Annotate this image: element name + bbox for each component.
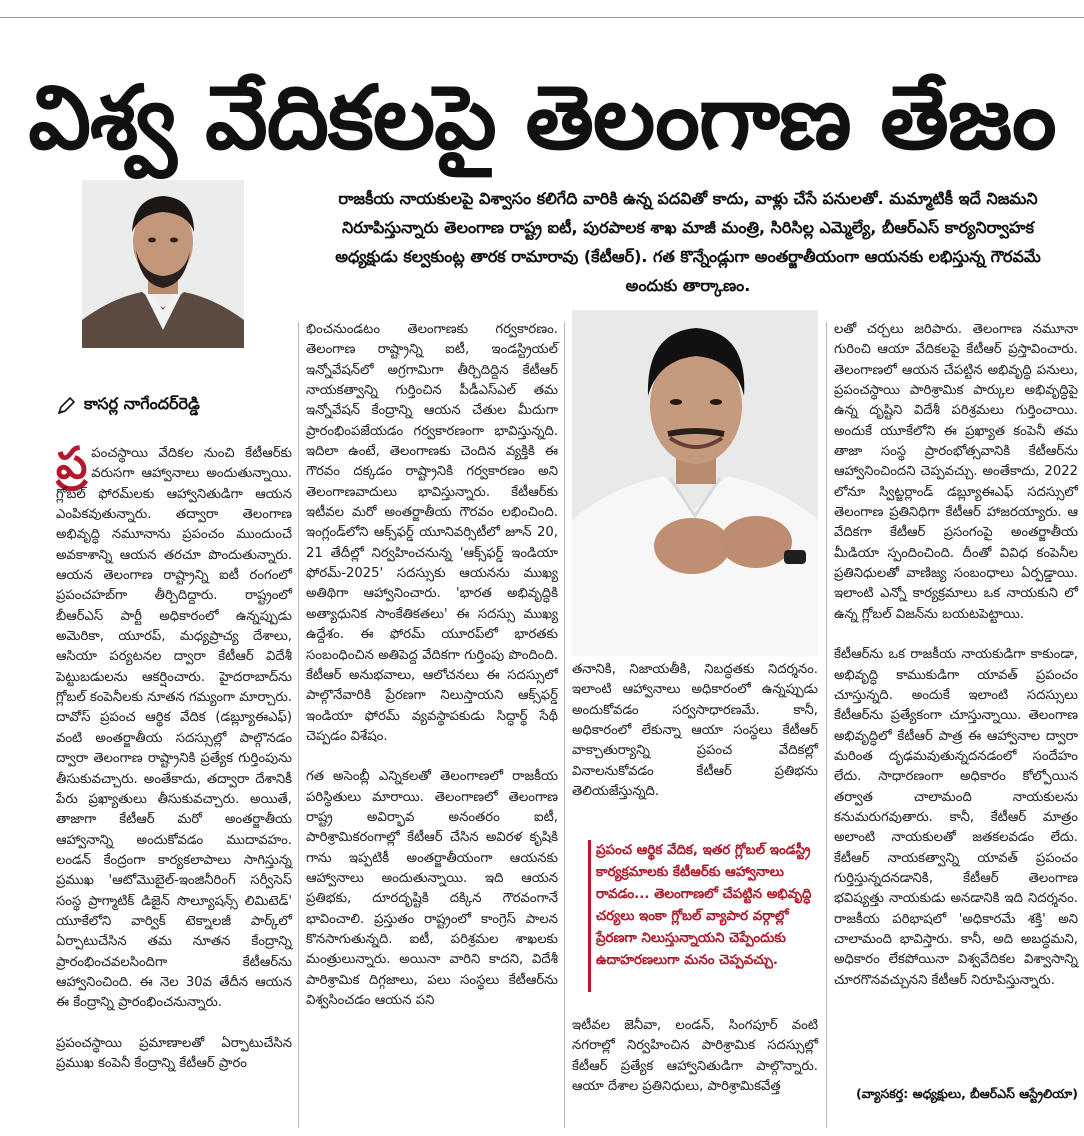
page-footer-strip — [0, 1126, 1084, 1136]
pull-quote-bar — [588, 840, 591, 992]
column-1-paragraph-1 — [56, 438, 292, 1014]
intro-paragraph-block — [316, 184, 1060, 300]
pen-icon — [56, 396, 76, 416]
column-2-paragraph-2: గత అసెంబ్లీ ఎన్నికలతో తెలంగాణలో రాజకీయ పరిస్థితులు మారాయి. తెలంగాణలో తెలంగాణ రాష్ట్ర అవిర్భావ అనంతరం ఐటీ, పారిశ్రామికరంగాల్లో కేటీఆర్ చేసిన అవిరళ కృషికి గాను ఇప్పటికీ అంతర్జాతీయంగా ఆయనకు ఆహ్వానాలు అందుతున్నాయి. ఇది ఆయన ప్రతిభకు, దూరదృష్టికి దక్కిన గౌరవంగానే భావించాలి. ప్రస్తుతం రాష్ట్రంలో కాంగ్రెస్ పాలన కొనసాగుతున్నది. ఐటీ, పరిశ్రమల శాఖలకు మంత్రులున్నారు. అయినా వారిని కాదని, విదేశీ పారిశ్రామిక దిగ్గజాలు, పలు సంస్థలు కేటీఆర్‌ను విశ్వసించడం ఆయన పని — [306, 769, 558, 1008]
article-column-3-lower — [572, 1016, 818, 1097]
column-rule — [298, 322, 299, 1128]
article-column-2 — [306, 320, 558, 1011]
subject-photo — [572, 310, 818, 656]
pull-quote — [596, 840, 818, 972]
headline: విశ్వ వేదికలపై తెలంగాణ తేజం — [28, 66, 1056, 169]
intro-paragraph: రాజకీయ నాయకులపై విశ్వాసం కలిగేది వారికి ఉన్న పదవితో కాదు, వాళ్లు చేసే పనులతో. మమ్మాటికీ ఇదే నిజమని నిరూపిస్తున్నారు తెలంగాణ రాష్ట్ర ఐటీ, పురపాలక శాఖ మాజీ మంత్రి, సిరిసిల్ల ఎమ్మెల్యే, బీఆర్‌ఎస్ కార్యనిర్వాహక అధ్యక్షుడు కల్వకుంట్ల తారక రామారావు (కేటీఆర్). గత కొన్నేండ్లుగా అంతర్జాతీయంగా ఆయనకు లభిస్తున్న గౌరవమే అందుకు తార్కాణం. — [335, 189, 1041, 295]
column-3-paragraph-2: ఇటీవల జెనీవా, లండన్, సింగపూర్ వంటి నగరాల్లో నిర్వహించిన పారిశ్రామిక సదస్సుల్లో కేటీఆర్ ప్రత్యేక ఆహ్వానితుడిగా పాల్గొన్నారు. ఆయా దేశాల ప్రతినిధులు, పారిశ్రామికవేత్త — [572, 1018, 818, 1095]
author-photo — [82, 180, 244, 348]
column-4-paragraph-1: లతో చర్చలు జరిపారు. తెలంగాణ నమూనా గురించి ఆయా వేదికలపై కేటీఆర్ ప్రస్తావించారు. తెలంగాణలో ఆయన చేపట్టిన అభివృద్ధి పనులు, ప్రపంచస్థాయి పారిశ్రామిక పార్కుల అభివృద్ధిపై ఉన్న దృష్టిని విదేశీ పరిశ్రమలు గుర్తించాయి. అందుకే యూకేలోని ఈ ప్రఖ్యాత కంపెనీ తమ తాజా సంస్థ ప్రారంభోత్సవానికి కేటీఆర్‌ను ఆహ్వానించిందని చెప్పవచ్చు. అంతేకాదు, 2022 లోనూ స్విట్జర్లాండ్ డబ్ల్యూఈఎఫ్ సదస్సులో తెలంగాణ ప్రతినిధిగా కేటీఆర్ హాజరయ్యారు. ఆ వేదికగా కేటీఆర్ ప్రసంగంపై అంతర్జాతీయ మీడియా స్పందించింది. దీంతో వివిధ కంపెనీల ప్రతినిధులతో వాణిజ్య సంబంధాలు ఏర్పడ్డాయి. ఇలాంటి ఎన్నో కార్యక్రమాలు ఒక నాయకుని లో ఉన్న గ్లోబల్ విజన్‌ను బయటపెట్టాయి. — [834, 322, 1078, 622]
subject-portrait-image — [572, 310, 818, 656]
column-3-paragraph-1: తనానికి, నిజాయతీకి, నిబద్ధతకు నిదర్శనం. ఇలాంటి ఆహ్వానాలు అధికారంలో ఉన్నప్పుడు అందుకోవడం సర్వసాధారణమే. కానీ, అధికారంలో లేకున్నా ఆయా సంస్థలు కేటీఆర్ వాక్చాతుర్యాన్ని ప్రపంచ వేదికల్లో వినాలనుకోవడం కేటీఆర్ ప్రతిభను తెలియజేస్తున్నది. — [572, 662, 818, 800]
column-1-text-1: పంచస్థాయి వేదికల నుంచి కేటీఆర్‌కు వరుసగా ఆహ్వానాలు అందుతున్నాయి. గ్లోబల్ ఫోరమ్‌లకు ఆహ్వానితుడిగా ఆయన ఎంపికవుతున్నారు. తద్వారా తెలంగాణ అభివృద్ధి నమూనాను ప్రపంచం ముందుంచే అవకాశాన్ని ఆయన తరచూ పొందుతున్నారు. ఆయన తెలంగాణ రాష్ట్రాన్ని ఐటీ రంగంలో ప్రపంచహబ్‌గా తీర్చిదిద్దారు. రాష్ట్రంలో బీఆర్‌ఎస్ పార్టీ అధికారంలో ఉన్నప్పుడు అమెరికా, యూరప్, మధ్యప్రాచ్య దేశాలు, ఆసియా పర్యటనల ద్వారా కేటీఆర్ విదేశీ పెట్టుబడులను ఆకర్షించారు. హైదరాబాద్‌ను గ్లోబల్ కంపెనీలకు నూతన గమ్యంగా మార్చారు. దావోస్ ప్రపంచ ఆర్థిక వేదిక (డబ్ల్యూఈఎఫ్) వంటి అంతర్జాతీయ సదస్సుల్లో పాల్గొనడం ద్వారా తెలంగాణ రాష్ట్రానికి ప్రత్యేక గుర్తింపును తీసుకువచ్చారు. అంతేకాదు, తద్వారా దేశానికీ పేరు ప్రఖ్యాతులు తీసుకువచ్చారు. అయితే, తాజాగా కేటీఆర్ మరో అంతర్జాతీయ ఆహ్వానాన్ని అందుకోవడం ముదావహం. లండన్ కేంద్రంగా కార్యకలాపాలు సాగిస్తున్న ప్రముఖ 'ఆటోమొబైల్-ఇంజినీరింగ్ సర్వీసెస్ సంస్థ ప్రాగ్మాటిక్ డిజైన్ సొల్యూషన్స్ లిమిటెడ్' యూకేలోని వార్విక్ టెక్నాలజీ పార్క్‌లో ఏర్పాటుచేసిన తమ నూతన కేంద్రాన్ని ప్రారంభించవలసిందిగా కేటీఆర్‌ను ఆహ్వానించింది. ఈ నెల 30వ తేదీన ఆయన ఈ కేంద్రాన్ని ప్రారంభించనున్నారు. — [56, 446, 292, 1011]
author-attribution: (వ్యాసకర్త: అధ్యక్షులు, బీఆర్‌ఎస్ ఆస్ట్రేలియా) — [855, 1086, 1078, 1101]
column-rule — [564, 322, 565, 1128]
column-4-paragraph-2: కేటీఆర్‌ను ఒక రాజకీయ నాయకుడిగా కాకుండా, అభివృద్ధి కాముకుడిగా యావత్ ప్రపంచం చూస్తున్నది. అందుకే ఇలాంటి సదస్సులు కేటీఆర్‌ను ప్రత్యేకంగా చూస్తున్నాయి. తెలంగాణ అభివృద్ధిలో కేటీఆర్ పాత్ర ఈ ఆహ్వానాల ద్వారా మరింత దృఢమవుతున్నదనడంలో సందేహం లేదు. సాధారణంగా అధికారం కోల్పోయిన తర్వాత చాలామంది నాయకులను కనుమరుగవుతారు. కానీ, కేటీఆర్ మాత్రం అలాంటి నాయకులతో జతకలవడం లేదు. కేటీఆర్ నాయకత్వాన్ని యావత్ ప్రపంచం గుర్తిస్తున్నదనడానికి, కేటీఆర్ తెలంగాణ భవిష్యత్తు నాయకుడు అనడానికి ఇది నిదర్శనం. రాజకీయ పరిభాషలో 'అధికారమే శక్తి' అని చాలామంది భావిస్తారు. కానీ, అది అబద్ధమని, అధికారం లేకపోయినా విశ్వవేదికల విశ్వాసాన్ని చూరగొనవచ్చునని కేటీఆర్ నిరూపిస్తున్నారు. — [834, 647, 1078, 988]
column-1-paragraph-2: ప్రపంచస్థాయి ప్రమాణాలతో ఏర్పాటుచేసిన ప్రముఖ కంపెనీ కేంద్రాన్ని కేటీఆర్ ప్రారం — [56, 1035, 292, 1071]
article-column-1 — [56, 438, 292, 1074]
article-column-4 — [834, 320, 1078, 991]
author-name: కాసర్ల నాగేందర్‌రెడ్డి — [84, 394, 200, 413]
drop-cap: ప్ర — [56, 438, 88, 489]
column-rule — [826, 322, 827, 1128]
column-2-paragraph-1: భించనుండటం తెలంగాణకు గర్వకారణం. తెలంగాణ రాష్ట్రాన్ని ఐటీ, ఇండస్ట్రియల్ ఇన్నోవేషన్‌లో అగ్రగామిగా తీర్చిదిద్దిన కేటీఆర్ నాయకత్వాన్ని గుర్తించిన పీడీఎస్‌ఎల్ తమ ఇన్నోవేషన్ కేంద్రాన్ని ఆయన చేతుల మీదుగా ప్రారంభింపజేయడం గర్వకారణంగా భావిస్తున్నది. ఇదిలా ఉంటే, తెలంగాణకు చెందిన వ్యక్తికి ఈ గౌరవం దక్కడం రాష్ట్రానికి గర్వకారణం అని తెలంగాణవాదులు భావిస్తున్నారు. కేటీఆర్‌కు ఇటీవల మరో అంతర్జాతీయ గౌరవం లభించింది. ఇంగ్లండ్‌లోని ఆక్స్‌ఫర్డ్ యూనివర్సిటీలో జూన్ 20, 21 తేదీల్లో నిర్వహించనున్న 'ఆక్స్‌ఫర్డ్ ఇండియా ఫోరమ్-2025' సదస్సుకు ఆయనను ముఖ్య అతిథిగా ఆహ్వానించారు. 'భారత అభివృద్ధికి అత్యాధునిక సాంకేతికతలు' ఈ సదస్సు ముఖ్య ఉద్దేశం. ఈ ఫోరమ్ యూరప్‌లో భారతకు సంబంధించిన అతిపెద్ద వేదికగా గుర్తింపు పొందింది. కేటీఆర్ అనుభవాలు, ఆలోచనలు ఈ సదస్సులో పాల్గొనేవారికి ప్రేరణగా నిలుస్తాయని ఆక్స్‌ఫర్డ్ ఇండియా ఫోరమ్ వ్యవస్థాపకుడు సిద్ధార్థ్ సేథీ చెప్పడం విశేషం. — [306, 322, 558, 744]
article-column-3 — [572, 660, 818, 802]
pull-quote-text: ప్రపంచ ఆర్థిక వేదిక, ఇతర గ్లోబల్ ఇండస్ట్రీ కార్యక్రమాలకు కేటీఆర్‌కు ఆహ్వానాలు రావడం... తెలంగాణలో చేపట్టిన అభివృద్ధి చర్యలు ఇంకా గ్లోబల్ వ్యాపార వర్గాల్లో ప్రేరణగా నిలుస్తున్నాయని చెప్పేందుకు ఉదాహరణలుగా మనం చెప్పవచ్చు. — [596, 843, 812, 968]
author-portrait-image — [82, 180, 244, 348]
masthead-strip — [0, 0, 1084, 18]
byline — [56, 394, 300, 417]
